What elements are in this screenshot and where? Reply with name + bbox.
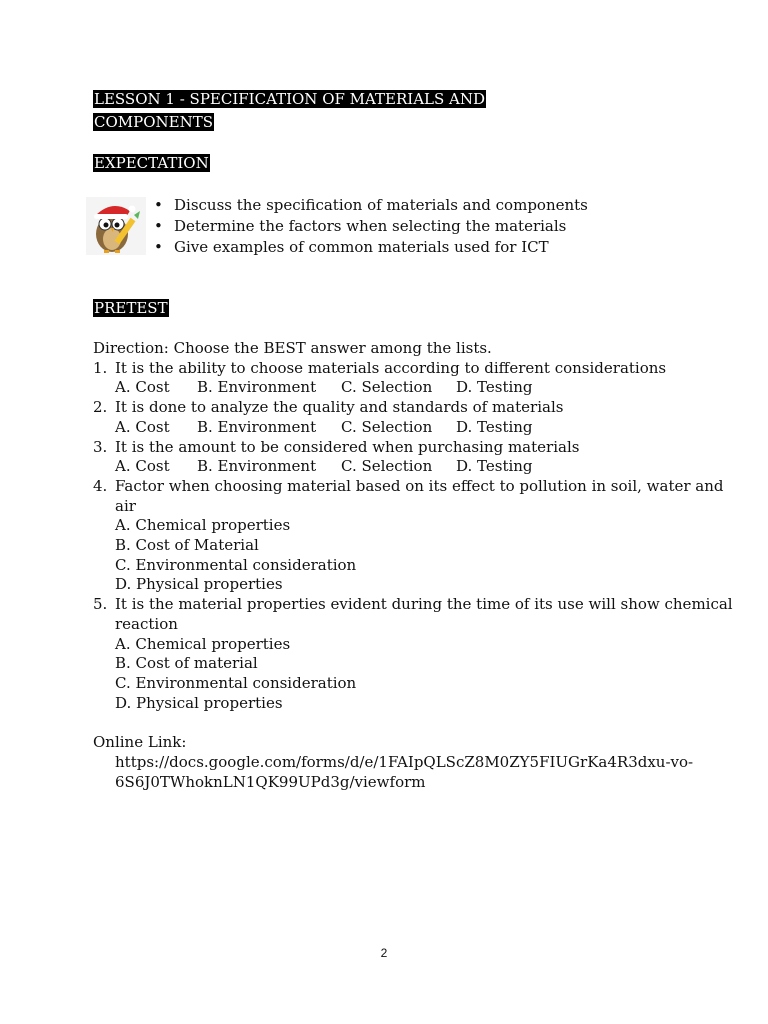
- owl-santa-hat-pencil-icon: [86, 197, 146, 255]
- question-text: It is the ability to choose materials according to different considerations: [115, 358, 667, 377]
- list-item: • Discuss the specification of materials and components: [152, 195, 588, 216]
- option-b: B. Environment: [197, 417, 317, 436]
- pretest-questions: [93, 339, 733, 713]
- answer-options: [93, 418, 733, 438]
- question-3: [93, 438, 733, 477]
- option-b: B. Environment: [197, 457, 317, 476]
- option-c: C. Selection: [341, 457, 433, 476]
- pretest-heading: [93, 298, 169, 318]
- answer-options: [93, 516, 733, 595]
- option-c: C. Environmental consideration: [115, 673, 357, 692]
- question-5: [93, 595, 733, 713]
- expectation-heading: [93, 153, 210, 173]
- lesson-title-line-2: COMPONENTS: [94, 113, 214, 131]
- list-item: • Give examples of common materials used for ICT: [152, 237, 588, 258]
- option-d: D. Testing: [456, 457, 533, 476]
- option-c: C. Selection: [341, 378, 433, 397]
- question-4: [93, 477, 733, 595]
- option-d: D. Testing: [456, 378, 533, 397]
- option-a: A. Chemical properties: [115, 516, 291, 535]
- question-text: It is done to analyze the quality and standards of materials: [115, 398, 564, 417]
- pretest-heading-text: PRETEST: [94, 299, 168, 317]
- online-link-label: Online Link:: [93, 733, 187, 751]
- expectation-heading-text: EXPECTATION: [94, 154, 209, 172]
- lesson-title-line-1: LESSON 1 - SPECIFICATION OF MATERIALS AND: [94, 90, 486, 108]
- page-number: 2: [380, 946, 388, 960]
- answer-options: [93, 378, 733, 398]
- option-a: A. Cost: [115, 457, 170, 476]
- pretest-direction: Direction: Choose the BEST answer among the lists.: [93, 339, 492, 357]
- online-link-section: [93, 732, 695, 792]
- option-d: D. Physical properties: [115, 575, 283, 594]
- option-a: A. Cost: [115, 378, 170, 397]
- option-a: A. Chemical properties: [115, 634, 291, 653]
- answer-options: [93, 457, 733, 477]
- option-d: D. Testing: [456, 417, 533, 436]
- question-number: 1.: [93, 358, 108, 377]
- lesson-title: [93, 88, 563, 134]
- question-number: 5.: [93, 595, 108, 614]
- question-number: 3.: [93, 437, 108, 456]
- question-number: 2.: [93, 398, 108, 417]
- option-b: B. Cost of material: [115, 654, 258, 673]
- list-item: • Determine the factors when selecting the materials: [152, 216, 588, 237]
- question-2: [93, 398, 733, 437]
- answer-options: [93, 635, 733, 714]
- option-b: B. Cost of Material: [115, 536, 259, 555]
- expectation-list: [152, 195, 588, 258]
- question-text: It is the material properties evident during the time of its use will show chemical reaction: [115, 595, 733, 633]
- option-b: B. Environment: [197, 378, 317, 397]
- question-number: 4.: [93, 476, 108, 495]
- question-text: It is the amount to be considered when purchasing materials: [115, 437, 580, 456]
- option-c: C. Environmental consideration: [115, 555, 357, 574]
- option-c: C. Selection: [341, 417, 433, 436]
- option-a: A. Cost: [115, 417, 170, 436]
- question-1: [93, 359, 733, 398]
- option-d: D. Physical properties: [115, 693, 283, 712]
- online-link-url[interactable]: https://docs.google.com/forms/d/e/1FAIpQLScZ8M0ZY5FIUGrKa4R3dxu-vo-6S6J0TWhoknLN1QK99UPd3g/viewform: [115, 753, 694, 791]
- question-text: Factor when choosing material based on its effect to pollution in soil, water and air: [115, 476, 724, 515]
